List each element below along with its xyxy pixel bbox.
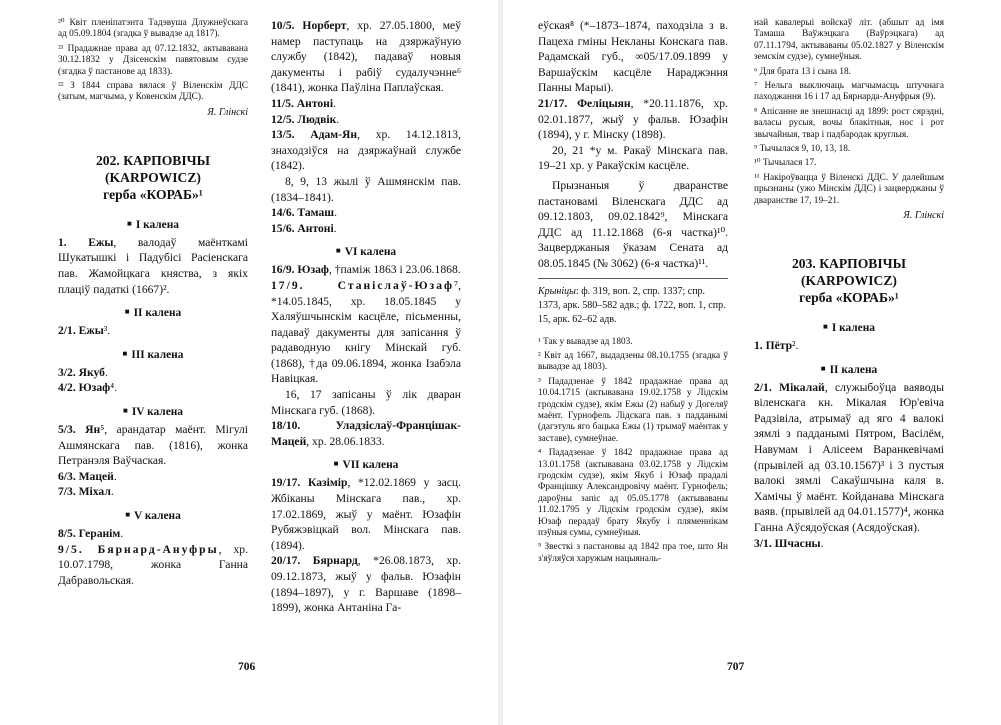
right-column-1	[538, 18, 728, 568]
right-page	[501, 0, 1001, 725]
genealogy-entry: 7/3. Міхал.	[58, 485, 114, 499]
generation-heading: ■ IV калена	[122, 406, 184, 418]
footnote: ²² З 1844 справа вялася ў Віленскім ДДС (затым, магчыма, у Ковенскім ДДС).	[58, 81, 248, 103]
section-marker-icon: ■	[126, 218, 132, 228]
genealogy-entry: 5/3. Ян⁵, арандатар маёнт. Мігулі Ашмянскага пав. (1816), жонка Петранэля Ваўчаская.	[58, 423, 248, 468]
family-heading	[58, 152, 248, 203]
family-latin-name: (KARPOWICZ)	[105, 169, 201, 185]
genealogy-entry: 2/1. Ежы³.	[58, 324, 111, 338]
family-arms: герба «КОРАБ»¹	[799, 290, 899, 306]
footnote: ¹⁰ Тычылася 17.	[754, 158, 817, 169]
generation-heading: ■ I калена	[822, 322, 875, 335]
footnote: ²¹ Прадажнае права ад 07.12.1832, актывавана 30.12.1832 у Дзісенскім павятовым судзе (згадка ў пастанове ад 1833).	[58, 43, 248, 77]
genealogy-entry: 3/1. Шчасны.	[754, 536, 824, 550]
footnote: ⁸ Апісанне яе знешнасці ад 1899: рост сярэдні, валасы русыя, вочы блакітныя, нос і рот звычайныя, твар і падбародак круглыя.	[754, 106, 944, 140]
footnote: ² Квіт ад 1667, выдадзены 08.10.1755 (згадка ў вывадзе ад 1803).	[538, 350, 728, 373]
section-marker-icon: ■	[125, 509, 131, 519]
family-heading	[754, 255, 944, 306]
section-marker-icon: ■	[335, 246, 341, 256]
right-column-2	[754, 18, 944, 551]
recognition-note: Прызнаныя ў дваранстве пастановамі Віленскага ДДС ад 09.12.1803, 09.02.1842⁹, Мінскага ДДС ад 11.12.1868 (6-я частка)¹⁰. Зацверджаныя ўказам Сената ад 08.05.1845 (№ 3062) (6-я частка)¹¹.	[538, 178, 728, 270]
left-column-1	[58, 18, 248, 588]
generation-heading: ■ III калена	[122, 348, 184, 361]
section-marker-icon: ■	[333, 459, 339, 469]
generation-heading: ■ VII калена	[333, 459, 399, 472]
page-number: 706	[238, 661, 256, 673]
genealogy-entry: 20/17. Бярнард, *26.08.1873, хр. 09.12.1873, жыў у фальв. Юзафін (1894–1897), у г. Варшаве (1898–1899), жонка Антаніна Га-	[271, 554, 461, 615]
generation-heading: ■ I калена	[126, 218, 179, 231]
generation-heading: ■ II калена	[124, 307, 182, 320]
footnote: ³ Пададзенае ў 1842 прадажнае права ад 10.04.1715 (актывавана 19.02.1758 у Лідскім гродскім судзе), якім Ежы (2) набыў у Догеляў маёнт. Гурнофель Лідскага пав. з падданымі (дагэтуль яго бацька Ежы (1) трымаў маёнтак у заставе), сумнеўнае.	[538, 376, 728, 444]
section-marker-icon: ■	[822, 322, 828, 332]
left-page	[0, 0, 500, 725]
sources-note: Крыніцы: ф. 319, воп. 2, спр. 1337; спр. 1373, арк. 580–582 адв.; ф. 1722, воп. 1, спр. 15, арк. 62–62 адв.	[538, 285, 726, 325]
genealogy-entry: 3/2. Якуб.	[58, 365, 108, 379]
footnote: ⁹ Тычылася 9, 10, 13, 18.	[754, 144, 851, 155]
genealogy-entry: 18/10. Уладзіслаў-Францішак-Мацей, хр. 28.06.1833.	[271, 419, 461, 448]
genealogy-entry: 12/5. Людвік.	[271, 112, 340, 126]
genealogy-entry: 14/6. Тамаш.	[271, 206, 337, 220]
genealogy-entry: 11/5. Антоні.	[271, 96, 336, 110]
genealogy-entry: 2/1. Мікалай, служыбоўца ваяводы віленскага кн. Мікалая Юр'евіча Радзівіла, атрымаў ад яго 4 валокі зямлі з падданымі Пятром, Васілём, Навумам і Алісеем Варанкевічамі (прывілей ад 03.10.1567)³ і 3 пустыя валокі зямлі Сакаўшчына каля в. Хамічы ў маёнт. Койданава Мінскага ваяв. (прывілей ад 04.01.1577)⁴, жонка Ганна Аўсядоўская (Асядоўская).	[754, 380, 944, 535]
genealogy-note: 16, 17 запісаны ў лік дваран Мінскага губ. (1868).	[271, 388, 461, 417]
family-title: 202. КАРПОВІЧЫ	[96, 152, 210, 168]
generation-heading: ■ V калена	[125, 509, 181, 522]
footnote: ⁵ Звесткі з пастановы ад 1842 пра тое, што Ян з'яўляўся харужым нацыяналь-	[538, 542, 728, 564]
genealogy-entry: 16/9. Юзаф, †паміж 1863 і 23.06.1868.	[271, 263, 461, 277]
genealogy-entry: 9/5. Бярнард-Ануфры, хр. 10.07.1798, жонка Ганна Дабравольская.	[58, 542, 248, 587]
genealogy-entry: 8/5. Геранім.	[58, 526, 124, 540]
section-marker-icon: ■	[122, 406, 128, 415]
footnote: ²⁰ Квіт пленіпатэнта Тадэвуша Длужнеўскага ад 05.09.1804 (згадка ў вывадзе ад 1817).	[58, 18, 248, 40]
section-marker-icon: ■	[122, 348, 128, 358]
section-marker-icon: ■	[124, 307, 130, 317]
section-marker-icon: ■	[820, 363, 826, 373]
footnote: ⁶ Для брата 13 і сына 18.	[754, 66, 851, 77]
genealogy-entry: 4/2. Юзаф⁴.	[58, 381, 118, 395]
footnote: ¹¹ Накіроўвацца ў Віленскі ДДС. У далейшым прызнаны (ужо Мінскім ДДС) і зацверджаны ў дваранстве 17, 19–21.	[754, 172, 944, 206]
author-signature: Я. Глінскі	[903, 210, 944, 222]
page-number: 707	[727, 661, 745, 673]
genealogy-entry: 1. Пётр².	[754, 339, 799, 353]
genealogy-note: 20, 21 *у м. Ракаў Мінскага пав. 19–21 хр. у Ракаўскім касцёле.	[538, 143, 728, 173]
genealogy-entry: 10/5. Норберт, хр. 27.05.1800, меў намер паступаць на дзяржаўную службу (1842), падаваў новыя дакументы і рабіў судалучэнне⁶ (1841), жонка Паўліна Паплаўская.	[271, 19, 462, 95]
section-divider	[538, 278, 728, 279]
generation-heading: ■ VI калена	[335, 246, 397, 259]
genealogy-entry: еўская⁸ (*–1873–1874, паходзіла з в. Пацеха гміны Некланы Конскага пав. Радамскай губ., ∞05/17.09.1899 у Варшаўскім касцёле Нараджэння Панны Марыі).	[538, 19, 728, 95]
footnote: ¹ Так у вывадзе ад 1803.	[538, 336, 633, 347]
family-latin-name: (KARPOWICZ)	[801, 273, 897, 289]
genealogy-entry: 19/17. Казімір, *12.02.1869 у засц. Жбіканы Мінскага пав., хр. 17.02.1869, жыў у маёнт. Юзафін Рубяжэвіцкай вол. Мінскага пав. (1894).	[271, 476, 462, 552]
footnote: най кавалерыі войскаў літ. (абшыт ад імя Тамаша Ваўжэцкага (Ваўрэцкага) ад 07.11.1794, актываваны 05.02.1827 у Віленскім земскім судзе), сумнеўныя.	[754, 18, 944, 63]
author-signature: Я. Глінскі	[207, 106, 248, 118]
genealogy-entry: 1. Ежы, валодаў маёнткамі Шукатышкі і Падубісі Расіенскага пав. Жамойцкага княства, з якіх плаціў падаткі (1667)².	[58, 235, 248, 296]
genealogy-entry: 21/17. Феліцыян, *20.11.1876, хр. 02.01.1877, жыў у фальв. Юзафін (1894), у г. Мінску (1898).	[538, 96, 728, 142]
footnote: ⁷ Нельга выключаць магчымасць штучнага паходжання 16 і 17 ад Бярнарда-Ануфрыя (9).	[754, 81, 944, 103]
family-arms: герба «КОРАБ»¹	[103, 186, 203, 202]
genealogy-entry: 17/9. Станіслаў-Юзаф⁷, *14.05.1845, хр. 18.05.1845 у Халяўшчынскім касцёле, пісьменны, падаваў дакументы для запісання ў радаводную кнігу Мінскай губ. (1868), †да 09.06.1894, жонка Ізабэла Навіцкая.	[271, 278, 461, 386]
genealogy-entry: 13/5. Адам-Ян, хр. 14.12.1813, знаходзіўся на дзяржаўнай службе (1842).	[271, 128, 461, 173]
genealogy-note: 8, 9, 13 жылі ў Ашмянскім пав. (1834–1841).	[271, 174, 461, 204]
family-title: 203. КАРПОВІЧЫ	[792, 256, 906, 272]
footnote: ⁴ Пададзенае ў 1842 прадажнае права ад 13.01.1758 (актывавана 03.02.1758 у Лідскім гродскім судзе), якім Якуб і Юзаф прадалі Францішку Александровічу маёнт. Гурнофель; дароўны запіс ад 05.05.1778 (актываваны 11.02.1795 у Лідскім гродскім судзе), якім Юзаф перадаў брату Якубу і пляменнікам пэўныя сумы, сумнеўныя.	[538, 448, 728, 538]
left-column-2	[271, 18, 461, 616]
genealogy-entry: 15/6. Антоні.	[271, 221, 337, 235]
genealogy-entry: 6/3. Мацей.	[58, 469, 117, 483]
generation-heading: ■ II калена	[820, 363, 878, 376]
